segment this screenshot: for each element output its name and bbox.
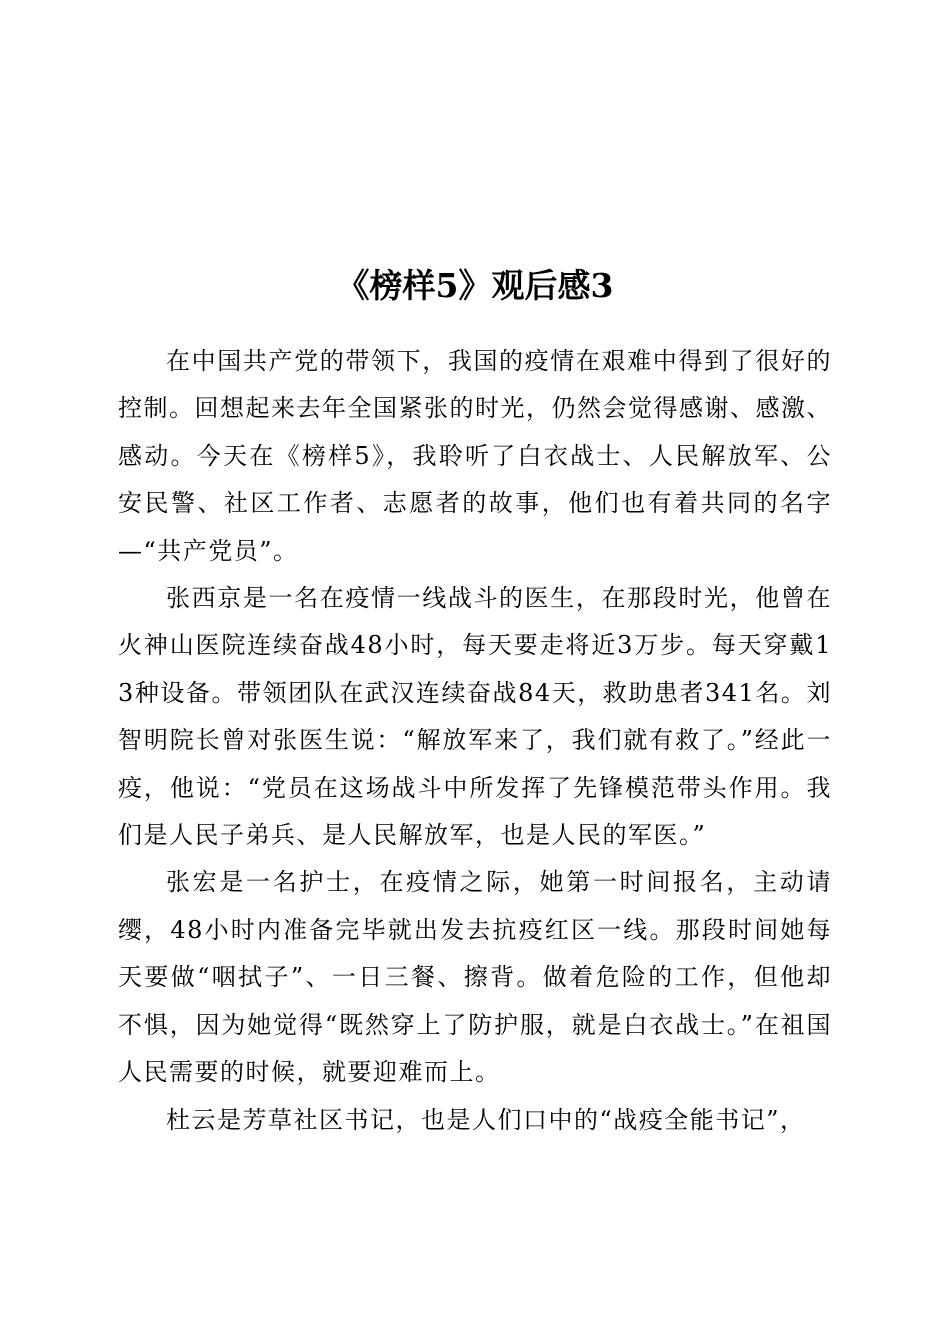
document-body xyxy=(118,338,832,1144)
paragraph-2: 张西京是一名在疫情一线战斗的医生，在那段时光，他曾在火神山医院连续奋战48小时，每天要走将近3万步。每天穿戴13种设备。带领团队在武汉连续奋战84天，救助患者341名。刘智明院长曾对张医生说：“解放军来了，我们就有救了。”经此一疫，他说：“党员在这场战斗中所发挥了先锋模范带头作用。我们是人民子弟兵、是人民解放军，也是人民的军医。” xyxy=(118,584,832,850)
paragraph-4: 杜云是芳草社区书记，也是人们口中的“战疫全能书记”， xyxy=(166,1105,806,1134)
document-title: 《榜样5》观后感3 xyxy=(336,266,614,305)
paragraph-3: 张宏是一名护士，在疫情之际，她第一时间报名，主动请缨，48小时内准备完毕就出发去抗疫红区一线。那段时间她每天要做“咽拭子”、一日三餐、擦背。做着危险的工作，但他却不惧，因为她觉得“既然穿上了防护服，就是白衣战士。”在祖国人民需要的时候，就要迎难而上。 xyxy=(118,868,832,1087)
paragraph-1: 在中国共产党的带领下，我国的疫情在艰难中得到了很好的控制。回想起来去年全国紧张的时光，仍然会觉得感谢、感激、感动。今天在《榜样5》，我聆听了白衣战士、人民解放军、公安民警、社区工作者、志愿者的故事，他们也有着共同的名字—“共产党员”。 xyxy=(118,347,832,565)
